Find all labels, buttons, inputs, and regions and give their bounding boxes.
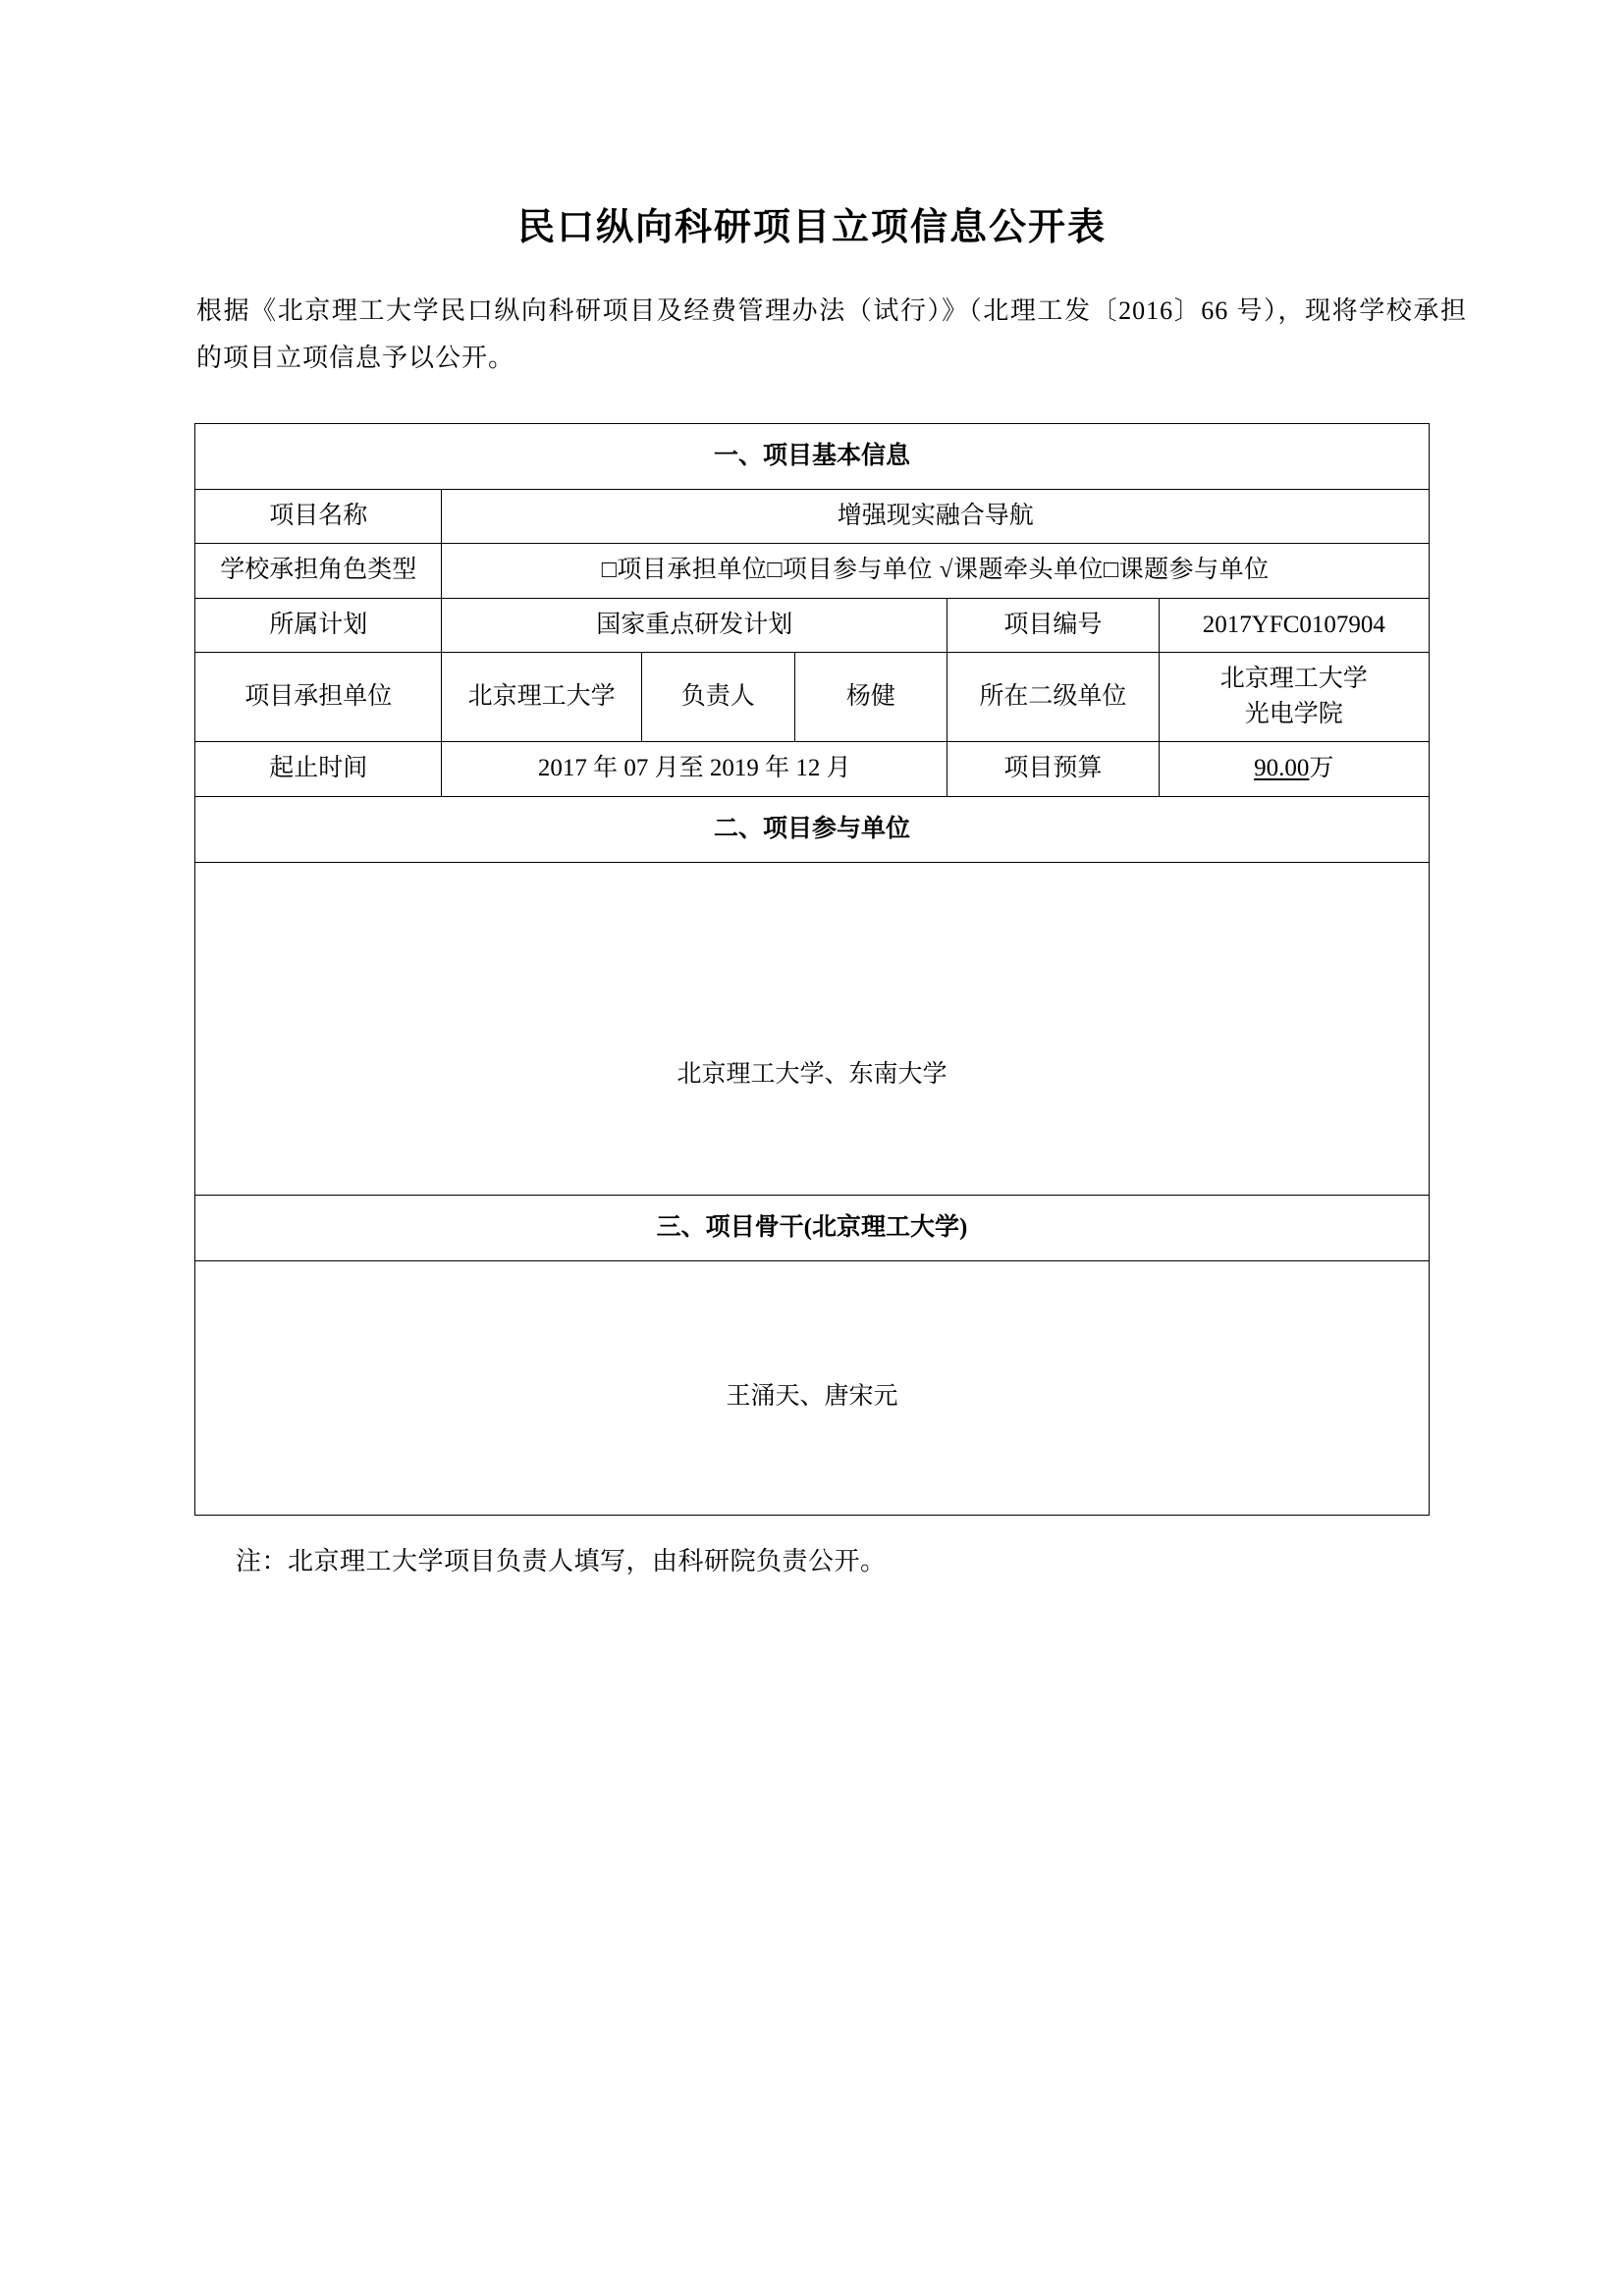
section-heading-participating-units: 二、项目参与单位 xyxy=(195,796,1430,862)
table-row xyxy=(195,544,1430,598)
participating-units-cell xyxy=(195,862,1430,1195)
table-row xyxy=(195,424,1430,490)
participating-units-value: 北京理工大学、东南大学 xyxy=(677,1061,947,1089)
label-undertaking-unit: 项目承担单位 xyxy=(195,652,442,742)
section-heading-basic-info: 一、项目基本信息 xyxy=(195,424,1430,490)
label-budget: 项目预算 xyxy=(947,742,1159,796)
value-role-type: □项目承担单位□项目参与单位 √课题牵头单位□课题参与单位 xyxy=(442,544,1430,598)
project-info-table xyxy=(194,423,1430,1516)
table-row xyxy=(195,1195,1430,1260)
page-title: 民口纵向科研项目立项信息公开表 xyxy=(516,207,1107,248)
section-heading-backbone: 三、项目骨干(北京理工大学) xyxy=(195,1195,1430,1260)
table-row xyxy=(195,1260,1430,1515)
value-project-name: 增强现实融合导航 xyxy=(442,490,1430,544)
table-row xyxy=(195,862,1430,1195)
label-leader: 负责人 xyxy=(641,652,794,742)
table-row xyxy=(195,490,1430,544)
table-row xyxy=(195,742,1430,796)
value-budget-unit: 万 xyxy=(1309,755,1334,782)
label-project-name: 项目名称 xyxy=(195,490,442,544)
value-budget xyxy=(1159,742,1429,796)
value-project-no: 2017YFC0107904 xyxy=(1159,598,1429,652)
intro-paragraph: 根据《北京理工大学民口纵向科研项目及经费管理办法（试行）》（北理工发〔2016〕66 号），现将学校承担的项目立项信息予以公开。 xyxy=(196,296,1467,373)
label-duration: 起止时间 xyxy=(195,742,442,796)
value-leader: 杨健 xyxy=(794,652,947,742)
table-row xyxy=(195,796,1430,862)
backbone-cell xyxy=(195,1260,1430,1515)
value-secondary-unit-line1: 北京理工大学 xyxy=(1219,665,1368,692)
value-plan: 国家重点研发计划 xyxy=(442,598,947,652)
value-budget-amount: 90.00 xyxy=(1254,755,1310,782)
backbone-value: 王涌天、唐宋元 xyxy=(726,1382,898,1410)
label-plan: 所属计划 xyxy=(195,598,442,652)
value-undertaking-unit: 北京理工大学 xyxy=(442,652,642,742)
footer-note: 注：北京理工大学项目负责人填写，由科研院负责公开。 xyxy=(236,1546,887,1575)
table-row xyxy=(195,598,1430,652)
value-duration: 2017 年 07 月至 2019 年 12 月 xyxy=(442,742,947,796)
label-project-no: 项目编号 xyxy=(947,598,1159,652)
label-secondary-unit: 所在二级单位 xyxy=(947,652,1159,742)
table-row xyxy=(195,652,1430,742)
form-table-wrapper xyxy=(0,423,1624,1516)
value-secondary-unit xyxy=(1159,652,1429,742)
value-secondary-unit-line2: 光电学院 xyxy=(1244,701,1343,728)
label-role-type: 学校承担角色类型 xyxy=(195,544,442,598)
